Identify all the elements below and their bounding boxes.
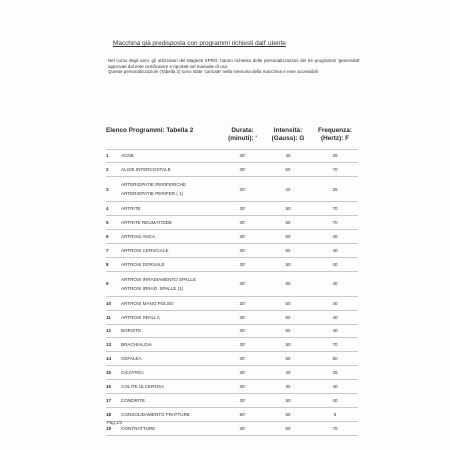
row-number: 6 — [106, 230, 121, 244]
frequency-value: 70 — [312, 421, 358, 435]
header-intensity-line2: (Gauss): G — [271, 134, 305, 142]
table-row — [106, 271, 358, 296]
table-row — [106, 421, 358, 435]
program-name-cell — [121, 243, 221, 257]
table-header-row — [106, 126, 358, 149]
header-frequency-line2: (Hertz): F — [320, 134, 350, 142]
intensity-value: 50 — [264, 338, 312, 352]
frequency-value: 70 — [312, 338, 358, 352]
row-number: 19 — [106, 421, 121, 435]
program-name: ARTROSI DORSALE — [121, 261, 165, 267]
frequency-value: 70 — [312, 216, 358, 230]
header-program: Elenco Programmi: Tabella 2 — [106, 126, 221, 149]
table-row — [106, 407, 358, 421]
duration-value: 30' — [221, 324, 264, 338]
program-name: ARTROSI MANO POLSO — [121, 300, 174, 306]
program-name: ARTROSI IRRADIAMENTO SPALLE — [121, 276, 197, 282]
program-name-cell — [121, 296, 221, 310]
table-row — [106, 149, 358, 163]
table-row — [106, 324, 358, 338]
intensity-value: 50 — [264, 296, 312, 310]
table-row — [106, 338, 358, 352]
row-number: 3 — [106, 177, 121, 202]
programs-table — [106, 126, 358, 436]
program-name-cell — [121, 407, 221, 421]
program-name: ARTROSI CERVICALE — [121, 247, 169, 253]
program-name-cell — [121, 163, 221, 177]
row-number: 18 — [106, 407, 121, 421]
table-row — [106, 163, 358, 177]
frequency-value: 40 — [312, 271, 358, 296]
header-duration-line1: Durata: — [231, 127, 254, 134]
table-row — [106, 296, 358, 310]
duration-value: 30' — [221, 271, 264, 296]
row-number: 7 — [106, 243, 121, 257]
program-name-cell — [121, 380, 221, 394]
intensity-value: 40 — [264, 366, 312, 380]
row-number: 4 — [106, 202, 121, 216]
program-name: CICATRICI — [121, 370, 144, 376]
frequency-value: 40 — [312, 324, 358, 338]
program-name-cell — [121, 366, 221, 380]
program-name: ARTROSI SPALLA — [121, 314, 160, 320]
row-number: 9 — [106, 271, 121, 296]
duration-value: 30' — [221, 421, 264, 435]
frequency-value: 40 — [312, 243, 358, 257]
program-name-cell — [121, 310, 221, 324]
program-name-variant: ARTERIOPATIE PERIFER ( 1) — [121, 191, 184, 197]
frequency-value: 40 — [312, 296, 358, 310]
table-row — [106, 366, 358, 380]
program-name: ACNE — [121, 153, 134, 159]
frequency-value: 40 — [312, 310, 358, 324]
duration-value: 30' — [221, 352, 264, 366]
duration-value: 30' — [221, 202, 264, 216]
row-number: 16 — [106, 380, 121, 394]
program-name: ALGIE INTERCOSTALE — [121, 167, 171, 173]
intensity-value: 50 — [264, 352, 312, 366]
table-row — [106, 257, 358, 271]
intensity-value: 30 — [264, 380, 312, 394]
duration-value: 30' — [221, 243, 264, 257]
program-name-cell — [121, 338, 221, 352]
intensity-value: 50 — [264, 230, 312, 244]
duration-value: 90' — [221, 407, 264, 421]
table-row — [106, 310, 358, 324]
program-name-cell — [121, 271, 221, 296]
intro-paragraph-2: Queste personalizzazioni (Tabella 2) sono state 'caricate' nella memoria della macchina e rese accessibili — [108, 69, 318, 75]
intensity-value: 50 — [264, 257, 312, 271]
duration-value: 30' — [221, 380, 264, 394]
intensity-value: 50 — [264, 421, 312, 435]
intro-text — [108, 58, 360, 75]
program-name-cell — [121, 421, 221, 435]
frequency-value: 40 — [312, 380, 358, 394]
duration-value: 30' — [221, 163, 264, 177]
header-intensity-line1: Intensità: — [273, 127, 303, 134]
intensity-value: 50 — [264, 407, 312, 421]
document-title: Macchina già predisposta con programmi richiesti dall' utente — [113, 40, 286, 47]
table-row — [106, 352, 358, 366]
program-name-cell — [121, 230, 221, 244]
program-name-cell — [121, 149, 221, 163]
program-name-cell — [121, 257, 221, 271]
frequency-value: 25 — [312, 177, 358, 202]
program-name: BORSITE — [121, 328, 142, 334]
program-name: ARTROSI ANCA — [121, 234, 156, 239]
row-number: 10 — [106, 296, 121, 310]
program-name: ARTRITE — [121, 206, 141, 212]
header-duration-line2: (minuti): ' — [228, 134, 257, 142]
frequency-value: 25 — [312, 149, 358, 163]
page-number: Pag.1/4 — [107, 420, 123, 425]
duration-value: 30' — [221, 216, 264, 230]
header-duration — [221, 126, 264, 149]
row-number: 12 — [106, 324, 121, 338]
program-name: BRACHIALGIA — [121, 342, 152, 348]
table-row — [106, 393, 358, 407]
duration-value: 30' — [221, 230, 264, 244]
program-name-cell — [121, 352, 221, 366]
table-row — [106, 216, 358, 230]
duration-value: 30' — [221, 366, 264, 380]
intensity-value: 50 — [264, 202, 312, 216]
intensity-value: 50 — [264, 393, 312, 407]
row-number: 15 — [106, 366, 121, 380]
intensity-value: 50 — [264, 324, 312, 338]
intensity-value: 50 — [264, 310, 312, 324]
row-number: 13 — [106, 338, 121, 352]
row-number: 11 — [106, 310, 121, 324]
table-row — [106, 243, 358, 257]
table-row — [106, 380, 358, 394]
program-name: ARTERIOPATIE PERIFERICHE — [121, 182, 187, 188]
intensity-value: 40 — [264, 149, 312, 163]
table-row — [106, 230, 358, 244]
row-number: 1 — [106, 149, 121, 163]
intensity-value: 20 — [264, 177, 312, 202]
duration-value: 30' — [221, 296, 264, 310]
program-name-cell — [121, 324, 221, 338]
intro-paragraph-1: Nel corso degli anni, gli utilizzatori del Magneti XPRO, hanno richiesto delle personalizzazioni dei tre programmi 'generalisti' approvati dal ente certificatore e riportati nel manuale di uso — [108, 58, 360, 69]
row-number: 2 — [106, 163, 121, 177]
intensity-value: 50 — [264, 243, 312, 257]
frequency-value: 6 — [312, 407, 358, 421]
frequency-value: 50 — [312, 352, 358, 366]
frequency-value: 40 — [312, 393, 358, 407]
frequency-value: 70 — [312, 163, 358, 177]
program-name-cell — [121, 202, 221, 216]
row-number: 8 — [106, 257, 121, 271]
intensity-value: 50 — [264, 271, 312, 296]
table-body — [106, 149, 358, 435]
row-number: 5 — [106, 216, 121, 230]
program-name: CEFALEA — [121, 356, 142, 362]
row-number: 17 — [106, 393, 121, 407]
header-intensity — [264, 126, 312, 149]
header-frequency-line1: Frequenza: — [317, 127, 353, 134]
program-name-variant: ARTROSI IRRAD. SPALLE (1) — [121, 285, 184, 291]
program-name: CONSOLIDAMENTO FRATTURE — [121, 411, 190, 417]
intensity-value: 50 — [264, 216, 312, 230]
program-name: CONTRATTURE — [121, 425, 156, 431]
program-name: COLITE ULCEROSA — [121, 384, 165, 390]
duration-value: 30' — [221, 338, 264, 352]
duration-value: 30' — [221, 257, 264, 271]
program-name-cell — [121, 216, 221, 230]
frequency-value: 40 — [312, 230, 358, 244]
frequency-value: 40 — [312, 257, 358, 271]
program-name: CONDRITE — [121, 397, 145, 403]
program-name-cell — [121, 393, 221, 407]
frequency-value: 70 — [312, 202, 358, 216]
table-row — [106, 177, 358, 202]
intensity-value: 50 — [264, 163, 312, 177]
duration-value: 30' — [221, 310, 264, 324]
table-row — [106, 202, 358, 216]
row-number: 14 — [106, 352, 121, 366]
duration-value: 30' — [221, 393, 264, 407]
header-frequency — [312, 126, 358, 149]
duration-value: 20' — [221, 177, 264, 202]
duration-value: 30' — [221, 149, 264, 163]
frequency-value: 25 — [312, 366, 358, 380]
program-name: ARTRITE REUMATOIDE — [121, 220, 173, 226]
program-name-cell — [121, 177, 221, 202]
